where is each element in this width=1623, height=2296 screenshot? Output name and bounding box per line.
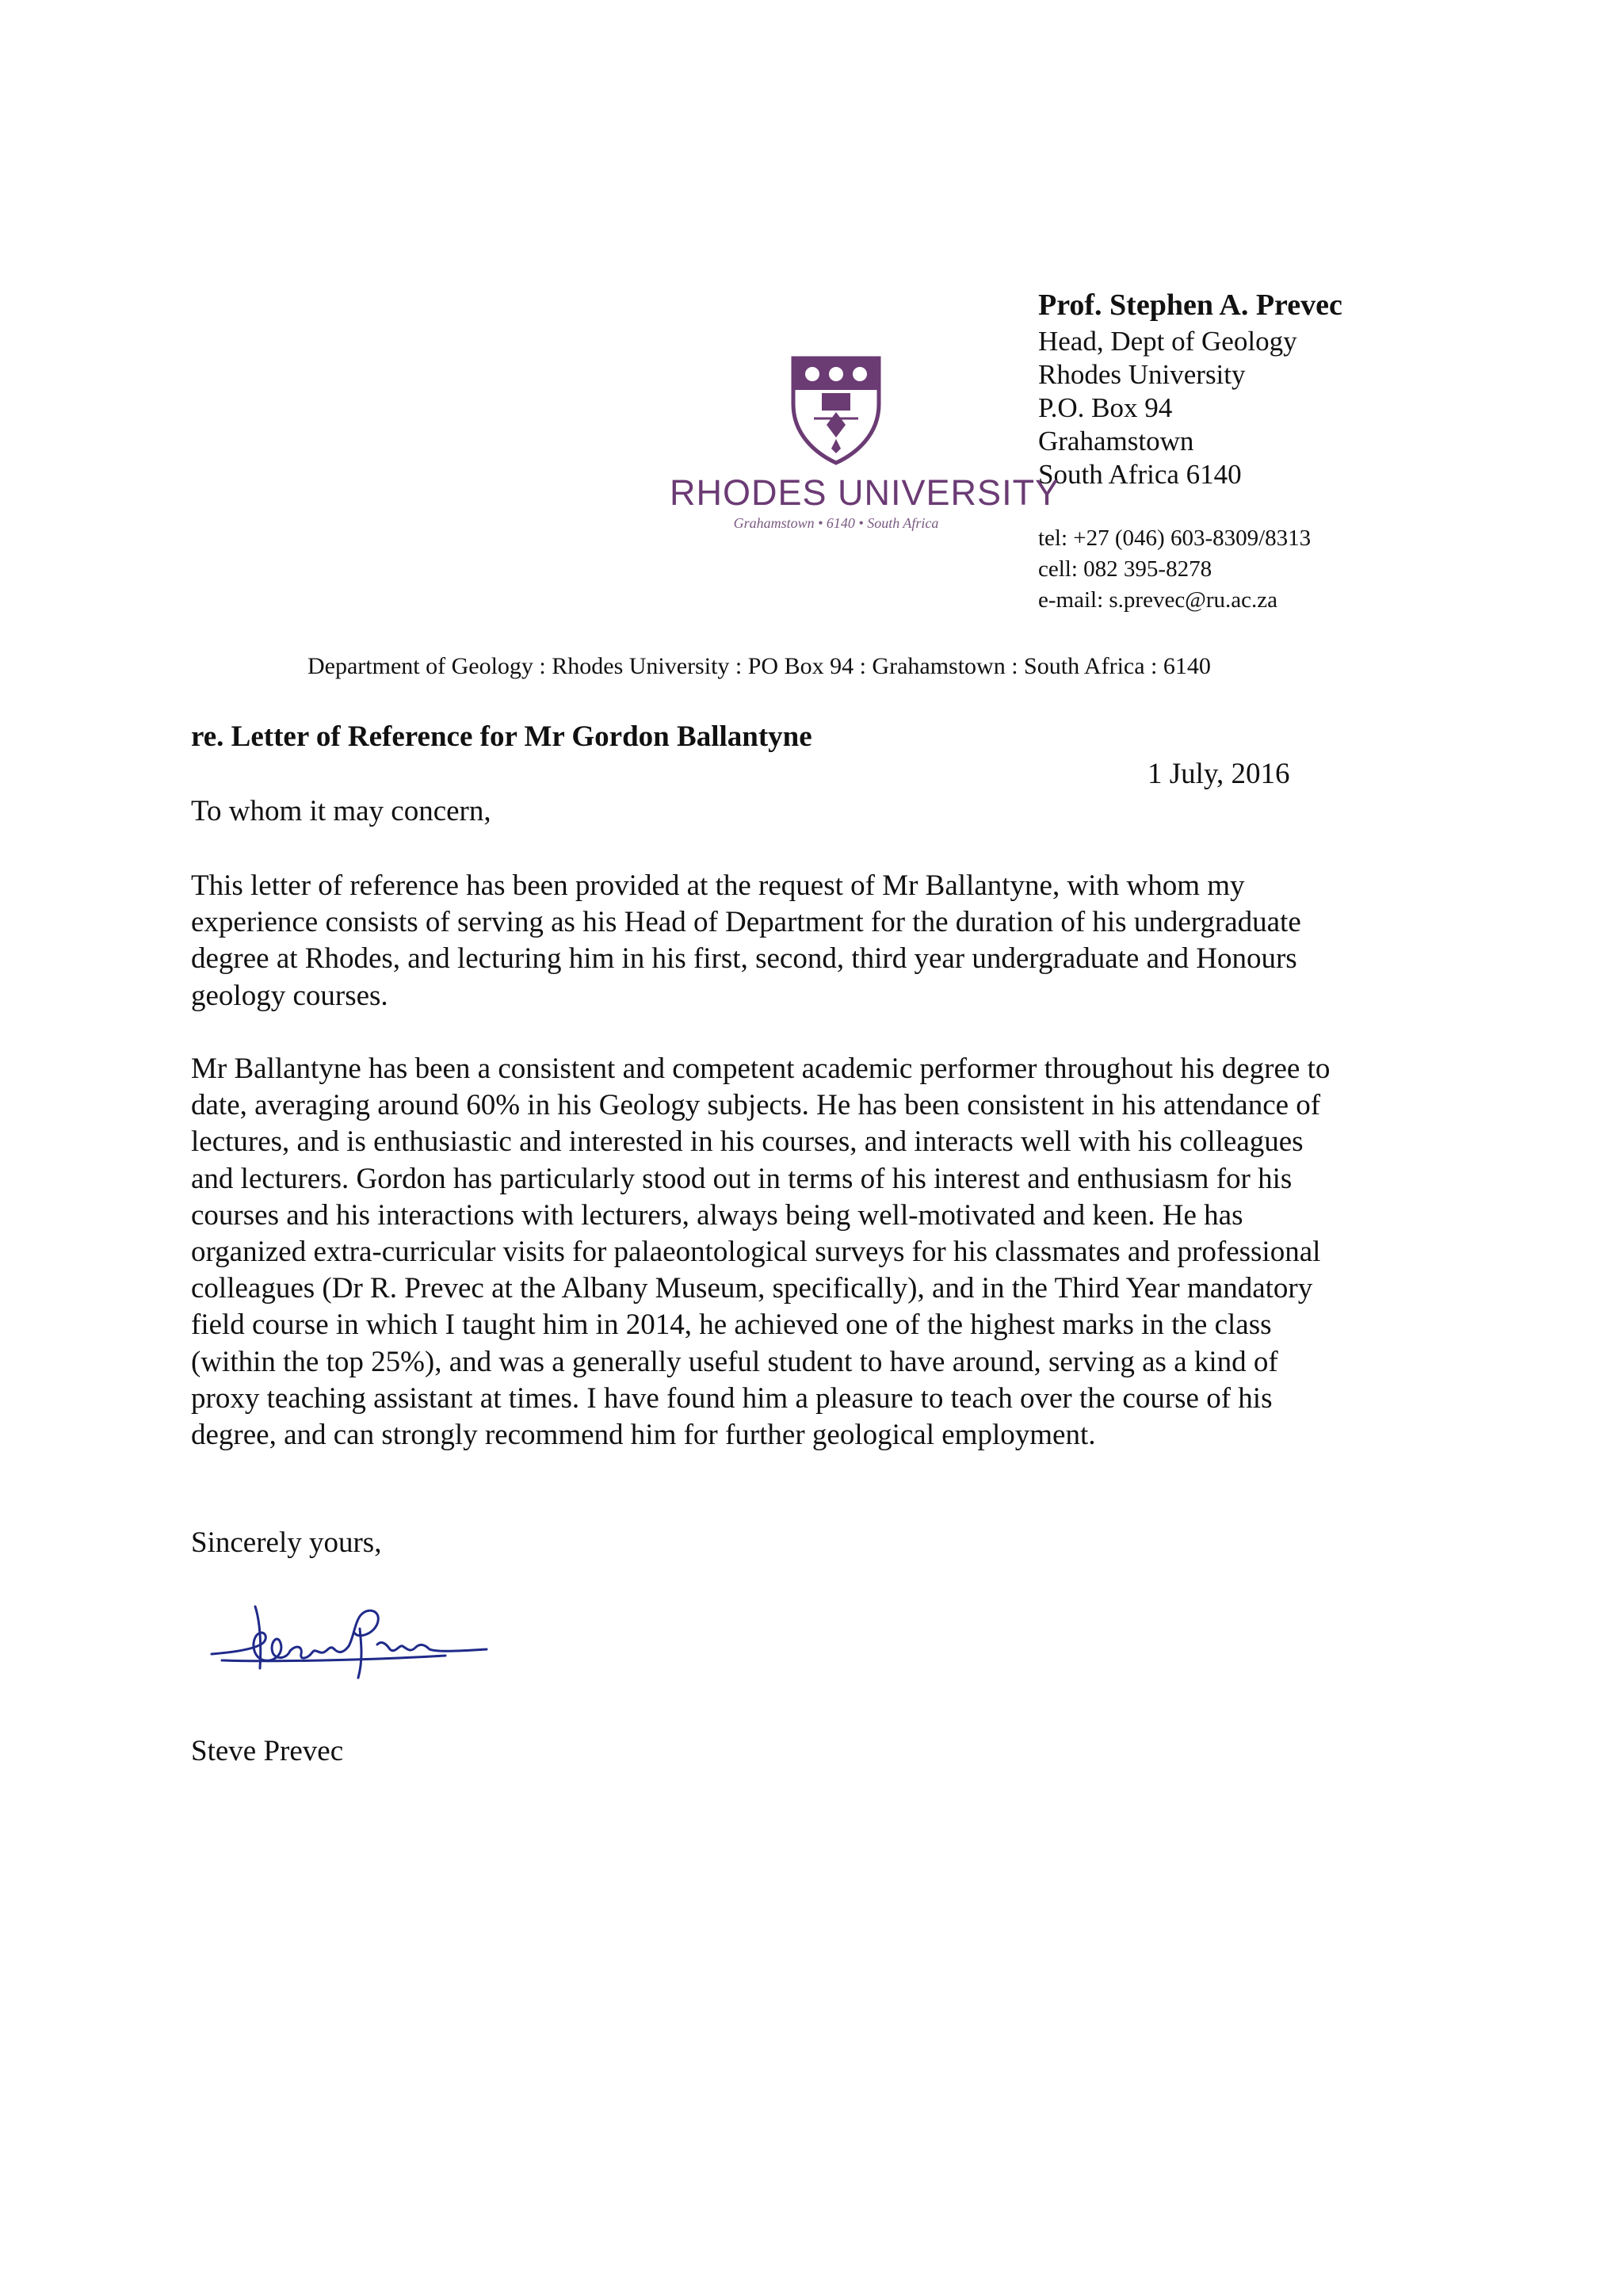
letter-closing: Sincerely yours,	[191, 1526, 382, 1559]
paragraph-line: degree at Rhodes, and lecturing him in his first, second, third year undergraduate and Honours	[191, 942, 1297, 976]
paragraph-line: lectures, and is enthusiastic and interested in his courses, and interacts well with his colleagues	[191, 1125, 1304, 1159]
paragraph-line: field course in which I taught him in 2014, he achieved one of the highest marks in the class	[191, 1308, 1272, 1342]
paragraph-line: and lecturers. Gordon has particularly stood out in terms of his interest and enthusiasm for his	[191, 1162, 1293, 1195]
address-line: Rhodes University	[1038, 359, 1246, 390]
address-line: Grahamstown	[1038, 426, 1194, 457]
logo-wordmark: RHODES UNIVERSITY	[670, 472, 1060, 513]
address-line: South Africa 6140	[1038, 459, 1242, 490]
university-logo	[670, 355, 1060, 533]
paragraph-line: proxy teaching assistant at times. I have found him a pleasure to teach over the course of his	[191, 1381, 1273, 1415]
letter-greeting: To whom it may concern,	[191, 795, 491, 827]
address-line: P.O. Box 94	[1038, 392, 1173, 423]
department-line: Department of Geology : Rhodes University : PO Box 94 : Grahamstown : South Africa : 6140	[307, 653, 1211, 679]
letter-subject: re. Letter of Reference for Mr Gordon Ballantyne	[191, 720, 812, 753]
paragraph-line: experience consists of serving as his Head of Department for the duration of his undergraduate	[191, 906, 1301, 939]
paragraph-line: degree, and can strongly recommend him for further geological employment.	[191, 1419, 1096, 1452]
paragraph-line: (within the top 25%), and was a generally useful student to have around, serving as a kind of	[191, 1345, 1278, 1378]
sender-cell: cell: 082 395-8278	[1038, 556, 1212, 582]
signer-name: Steve Prevec	[191, 1735, 344, 1767]
crest-icon	[790, 355, 882, 466]
paragraph-1	[191, 868, 1301, 1014]
paragraph-line: colleagues (Dr R. Prevec at the Albany Museum, specifically), and in the Third Year mandatory	[191, 1272, 1313, 1305]
sender-name: Prof. Stephen A. Prevec	[1038, 288, 1342, 322]
logo-subline: Grahamstown • 6140 • South Africa	[733, 515, 939, 531]
sender-contact	[1038, 523, 1311, 616]
letter-date: 1 July, 2016	[1148, 758, 1290, 790]
sender-email: e-mail: s.prevec@ru.ac.za	[1038, 587, 1278, 613]
paragraph-line: organized extra-curricular visits for palaeontological surveys for his classmates and professional	[191, 1236, 1321, 1269]
paragraph-line: courses and his interactions with lecturers, always being well-motivated and keen. He has	[191, 1198, 1243, 1232]
paragraph-line: Mr Ballantyne has been a consistent and competent academic performer throughout his degree to	[191, 1052, 1331, 1085]
signature-icon	[208, 1597, 489, 1684]
paragraph-2	[191, 1051, 1330, 1454]
sender-tel: tel: +27 (046) 603-8309/8313	[1038, 525, 1312, 551]
address-line: Head, Dept of Geology	[1038, 326, 1297, 357]
sender-address	[1038, 325, 1297, 491]
paragraph-line: date, averaging around 60% in his Geology subjects. He has been consistent in his attendance of	[191, 1089, 1321, 1122]
paragraph-line: geology courses.	[191, 979, 388, 1012]
paragraph-line: This letter of reference has been provided at the request of Mr Ballantyne, with whom my	[191, 869, 1245, 902]
